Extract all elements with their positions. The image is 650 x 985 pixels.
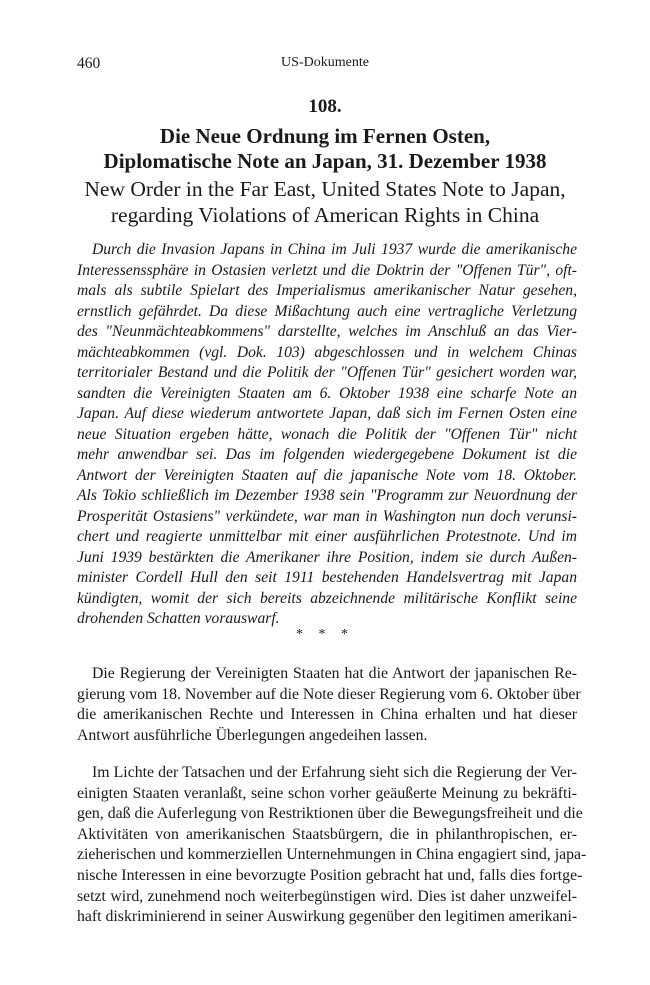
body-line: gen, daß die Auferlegung von Restriktionen über die Bewegungsfreiheit und die bbox=[77, 805, 583, 823]
intro-line: drohenden Schatten vorauswarf. bbox=[77, 610, 280, 627]
intro-line: Als Tokio schließlich im Dezember 1938 sein "Programm zur Neuordnung der bbox=[77, 487, 577, 504]
body-line: die amerikanischen Rechte und Interessen in China erhalten und hat dieser bbox=[77, 706, 577, 724]
page-number: 460 bbox=[77, 55, 101, 72]
page-header bbox=[0, 55, 650, 77]
intro-line: Interessenssphäre in Ostasien verletzt und die Doktrin der "Offenen Tür", oft- bbox=[77, 261, 577, 279]
body-line: haft diskriminierend in seiner Auswirkung gegenüber den legitimen amerikani- bbox=[77, 908, 578, 926]
intro-line: Durch die Invasion Japans in China im Juli 1937 wurde die amerikanische bbox=[92, 241, 577, 258]
body-line: Aktivitäten von amerikanischen Staatsbürgern, die in philanthropischen, er- bbox=[77, 825, 577, 843]
body-line: Antwort ausführliche Überlegungen angedeihen lassen. bbox=[77, 726, 428, 744]
intro-line: kündigten, womit der sich bereits abzeichnende militärische Konflikt seine bbox=[77, 589, 577, 607]
intro-line: mehr anwendbar sei. Das im folgenden wiedergegebene Dokument ist die bbox=[77, 446, 577, 463]
intro-line: neue Situation ergeben hätte, wonach die Politik der "Offenen Tür" nicht bbox=[77, 425, 577, 443]
body-paragraph bbox=[77, 763, 587, 928]
running-head: US-Dokumente bbox=[281, 55, 369, 70]
section-separator: * * * bbox=[296, 627, 354, 642]
intro-line: des "Neunmächteabkommens" darstellte, welches im Anschluß an das Vier- bbox=[77, 323, 577, 340]
body-line: einigten Staaten veranlaßt, seine schon vorher geäußerte Meinung zu bekräfti- bbox=[77, 784, 577, 802]
intro-line: mächteabkommen (vgl. Dok. 103) abgeschlossen und in welchem Chinas bbox=[77, 343, 577, 361]
document-number: 108. bbox=[308, 96, 342, 117]
intro-line: Juni 1939 bestärkten die Amerikaner ihre Position, indem sie durch Außen- bbox=[77, 548, 577, 566]
body-line: nische Interessen in eine bevorzugte Position gebracht hat und, falls dies fortge- bbox=[77, 866, 583, 884]
intro-line: Prosperität Ostasiens" verkündete, war man in Washington nun doch verunsi- bbox=[77, 507, 577, 525]
body-line: setzt wird, zunehmend noch weiterbegünstigen wird. Dies ist daher unzweifel- bbox=[77, 887, 577, 905]
intro-line: Japan. Auf diese wiederum antwortete Japan, daß sich im Fernen Osten eine bbox=[77, 405, 577, 422]
intro-line: Antwort der Vereinigten Staaten auf die japanische Note vom 18. Oktober. bbox=[77, 466, 577, 484]
intro-line: sandten die Vereinigten Staaten am 6. Oktober 1938 eine scharfe Note an bbox=[77, 384, 577, 402]
english-title-line: New Order in the Far East, United States Note to Japan, bbox=[84, 177, 566, 201]
intro-line: minister Cordell Hull den seit 1911 bestehenden Handelsvertrag mit Japan bbox=[77, 569, 577, 586]
intro-line: mals als subtile Spielart des Imperialismus amerikanischer Natur gesehen, bbox=[77, 282, 577, 299]
german-title-line: Die Neue Ordnung im Fernen Osten, bbox=[159, 124, 491, 148]
body-line: gierung vom 18. November auf die Note dieser Regierung vom 6. Oktober über bbox=[77, 685, 581, 703]
english-title-line: regarding Violations of American Rights in China bbox=[110, 203, 540, 227]
intro-paragraph bbox=[77, 240, 577, 630]
body-line: Die Regierung der Vereinigten Staaten hat die Antwort der japanischen Re- bbox=[92, 665, 577, 682]
german-title-line: Diplomatische Note an Japan, 31. Dezember 1938 bbox=[103, 149, 547, 173]
intro-line: territorialer Bestand und die Politik der "Offenen Tür" gesichert worden war, bbox=[77, 364, 577, 381]
body-paragraph bbox=[77, 664, 581, 746]
german-title bbox=[0, 124, 650, 174]
body-line: zieherischen und kommerziellen Unternehmungen in China engagiert sind, japa- bbox=[77, 846, 587, 864]
body-line: Im Lichte der Tatsachen und der Erfahrung sieht sich die Regierung der Ver- bbox=[92, 764, 577, 781]
intro-line: ernstlich gefährdet. Da diese Mißachtung auch eine vertragliche Verletzung bbox=[77, 302, 577, 320]
intro-line: chert und reagierte unmittelbar mit einer ausführlichen Protestnote. Und im bbox=[77, 528, 577, 545]
english-title bbox=[0, 176, 650, 228]
